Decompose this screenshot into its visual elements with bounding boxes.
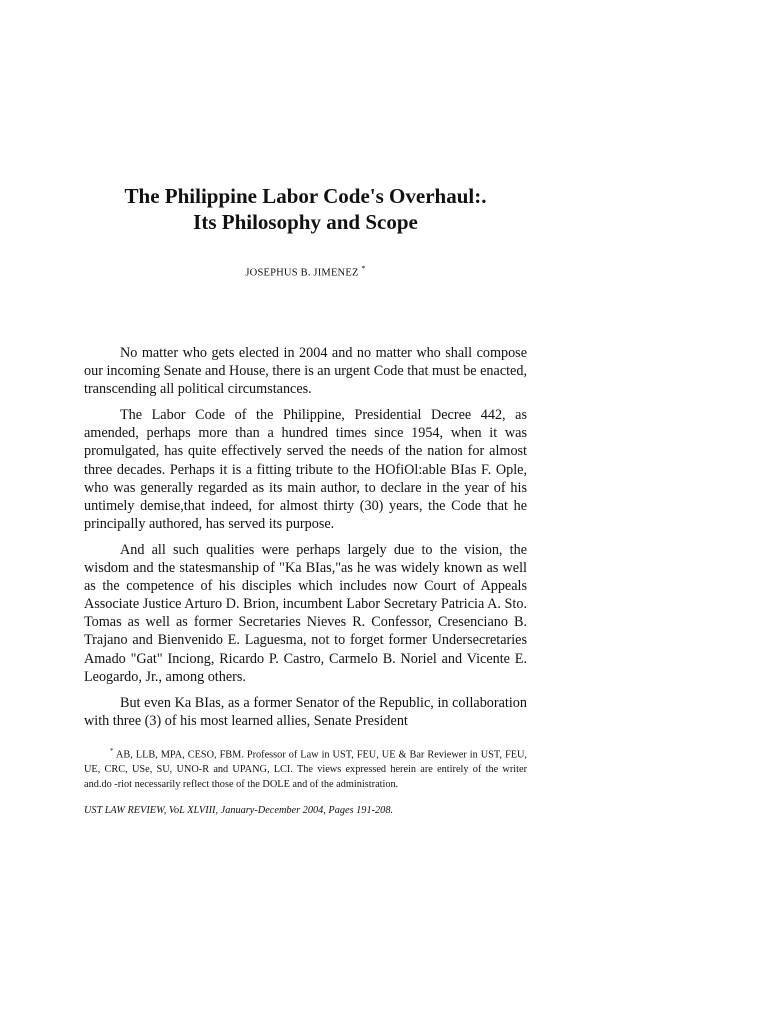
paragraph: But even Ka BIas, as a former Senator of the Republic, in collaboration with three (3) of his most learned allies, Senate President: [84, 694, 527, 729]
journal-citation: UST LAW REVIEW, VoL XLVIII, January-December 2004, Pages 191-208.: [84, 805, 394, 816]
paragraph: No matter who gets elected in 2004 and no matter who shall compose our incoming Senate and House, there is an urgent Code that must be enacted, transcending all political circumstances.: [84, 345, 527, 398]
article-title: [84, 183, 527, 235]
document-page: [84, 0, 527, 1024]
paragraph: The Labor Code of the Philippine, Presidential Decree 442, as amended, perhaps more than a hundred times since 1954, when it was promulgated, has quite effectively served the needs of the nation for almost three decades. Perhaps it is a fitting tribute to the HOfiOl:able BIas F. Ople, who was generally regarded as its main author, to declare in the year of his untimely demise,that indeed, for almost thirty (30) years, the Code that he principally authored, has served its purpose.: [84, 407, 527, 532]
footnote-text: AB, LLB, MPA, CESO, FBM. Professor of Law in UST, FEU, UE & Bar Reviewer in UST, FEU, UE, CRC, USe, SU, UNO-R and UPANG, LCI. The views expressed herein are entirely of the writer and.do -riot necessarily reflect those of the DOLE and of the administration.: [84, 749, 528, 791]
footnote: [84, 744, 527, 792]
author-byline: [84, 264, 527, 279]
paragraph: And all such qualities were perhaps largely due to the vision, the wisdom and the statesmanship of "Ka BIas,"as he was widely known as well as the competence of his disciples which includes now Court of Appeals Associate Justice Arturo D. Brion, incumbent Labor Secretary Patricia A. Sto. Tomas as well as former Secretaries Nieves R. Confessor, Cresenciano B. Trajano and Bienvenido E. Laguesma, not to forget former Undersecretaries Amado "Gat" Inciong, Ricardo P. Castro, Carmelo B. Noriel and Vicente E. Leogardo, Jr., among others.: [84, 541, 527, 685]
article-body: [84, 344, 527, 738]
title-line-2: Its Philosophy and Scope: [193, 210, 418, 234]
author-footnote-mark: *: [361, 264, 366, 273]
title-line-1: The Philippine Labor Code's Overhaul:.: [124, 184, 487, 208]
footnote-mark: *: [110, 747, 114, 755]
author-name: JOSEPHUS B. JIMENEZ: [245, 267, 359, 279]
